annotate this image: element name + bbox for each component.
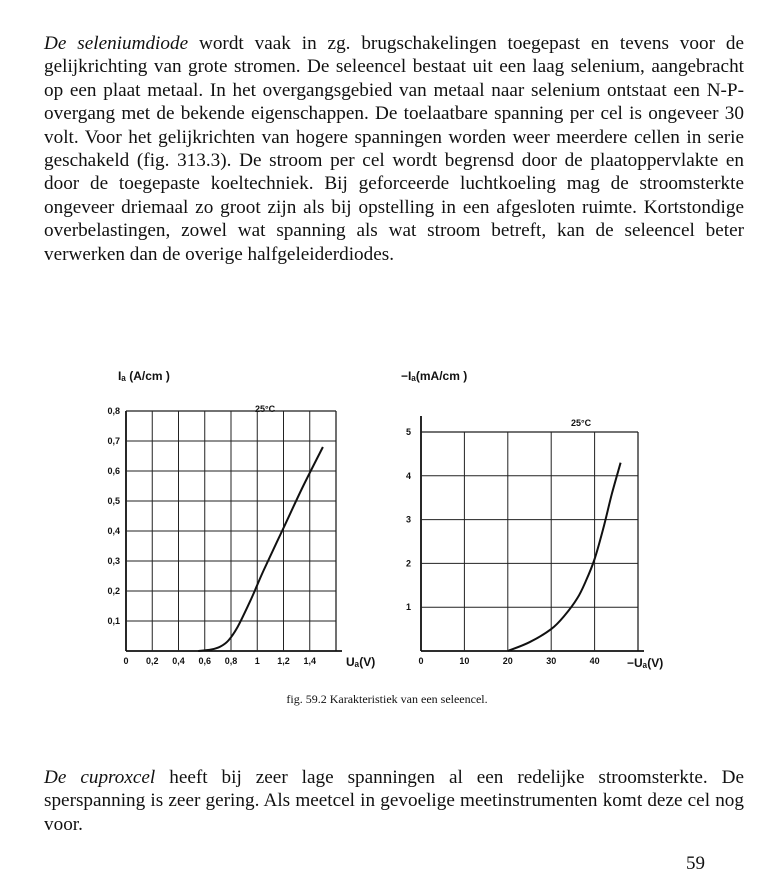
grid [126,411,342,651]
y-tick-label: 1 [405,602,411,613]
y-tick-label: 0,4 [107,526,120,536]
x-tick-label: 1,2 [277,656,290,666]
y-axis-label: Iₐ (A/cm ) [118,369,170,383]
x-tick-label: 0 [123,656,129,666]
series-line [508,463,621,651]
y-tick-label: 0,5 [107,496,120,506]
paragraph-seleniumdiode-text: wordt vaak in zg. brugschakelingen toegepast en tevens voor de gelijkrichting van grote stromen. De seleencel bestaat uit een laag selenium, aangebracht op een plaat metaal. In het overgangsgebied van metaal naar selenium ontstaat een N-P-overgang met de bekende eigenschappen. De toelaatbare spanning per cel is ongeveer 30 volt. Voor het gelijkrichten van hogere spanningen worden weer meerdere cellen in serie geschakeld (fig. 313.3). De stroom per cel wordt begrensd door de plaatoppervlakte en door de toegepaste koeltechniek. Bij geforceerde luchtkoeling mag de stroomsterkte ongeveer driemaal zo groot zijn als bij opstelling in een afgesloten ruimte. Kortstondige overbelastingen, zowel wat spanning als wat stroom betreft, kan de seleencel beter verwerken dan de overige halfgeleiderdiodes. [44,33,744,265]
x-tick-label: 0,8 [224,656,238,666]
temperature-label: 25°C [571,418,592,428]
page-number: 59 [686,853,705,874]
y-tick-label: 5 [405,427,411,437]
reverse-characteristic-chart [395,356,685,676]
term-seleniumdiode: De seleniumdiode [44,33,189,54]
figure-caption: fig. 59.2 Karakteristiek van een seleencel. [286,692,488,706]
x-axis-label: Uₐ(V) [346,655,376,669]
y-tick-label: 0,2 [107,586,120,596]
temperature-label: 25°C [255,404,276,414]
x-axis-label: −Uₐ(V) [627,656,664,670]
y-axis-label: −Iₐ(mA/cm ) [401,369,468,383]
paragraph-seleniumdiode [44,32,744,266]
paragraph-cuproxcel-text: heeft bij zeer lage spanningen al een redelijke stroomsterkte. De sperspanning is zeer gering. Als meetcel in gevoelige meetinstrumenten komt deze cel nog voor. [44,767,744,835]
y-tick-label: 3 [405,514,411,525]
x-tick-label: 0,6 [198,656,212,666]
y-tick-label: 0,8 [107,406,120,416]
y-tick-label: 4 [405,470,411,481]
y-tick-label: 0,6 [107,466,120,476]
grid [421,416,644,651]
y-tick-label: 0,7 [107,436,120,446]
y-tick-label: 0,3 [107,556,120,566]
y-tick-label: 0,1 [107,616,120,626]
x-tick-label: 10 [459,656,470,666]
ticks [107,406,316,666]
term-cuproxcel: De cuproxcel [44,767,156,788]
x-tick-label: 0,4 [172,656,185,666]
y-tick-label: 2 [405,558,411,569]
reverse-characteristic-svg [395,356,685,676]
forward-characteristic-chart [100,356,376,676]
x-tick-label: 0 [418,656,424,666]
x-tick-label: 30 [546,656,557,666]
paragraph-cuproxcel [44,766,744,836]
forward-characteristic-svg [100,356,376,676]
ticks [406,427,600,666]
x-tick-label: 40 [589,656,600,666]
series-line [198,447,323,651]
x-tick-label: 1,4 [303,656,317,666]
x-tick-label: 20 [502,656,513,666]
x-tick-label: 0,2 [145,656,159,666]
x-tick-label: 1 [254,656,260,666]
